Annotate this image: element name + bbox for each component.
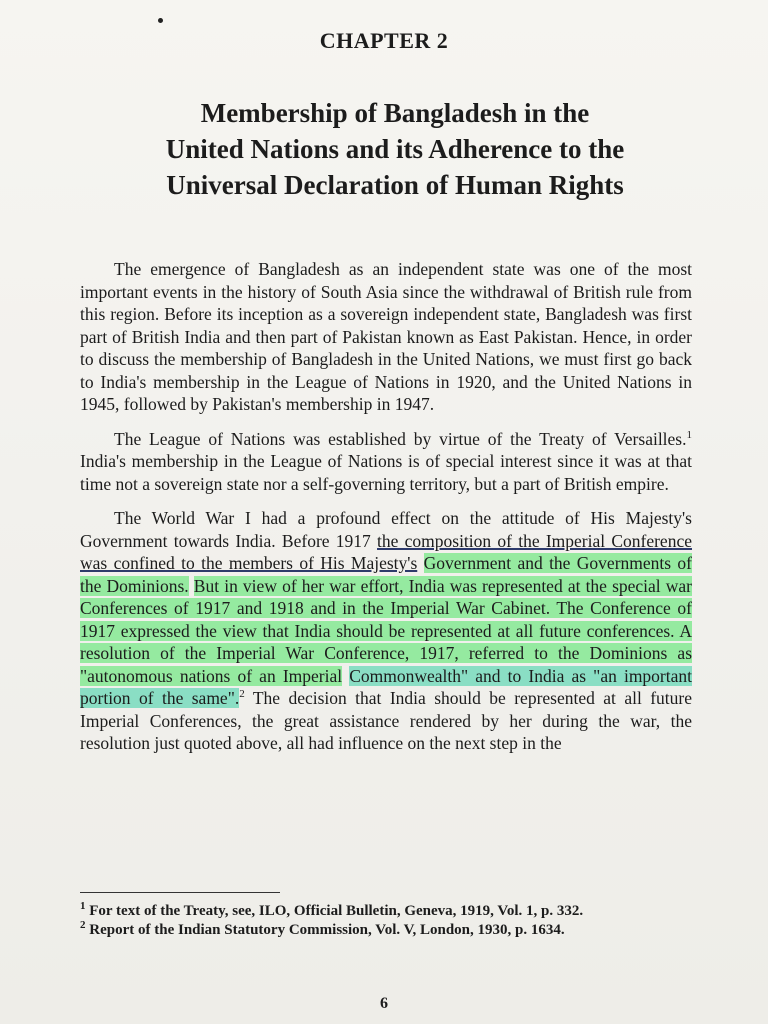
p3-text-1: The World War I had a profound effect on the attitude of His Majesty's Government towards India. Before 1917 xyxy=(80,508,692,551)
paragraph-3 xyxy=(80,507,692,755)
page-number: 6 xyxy=(380,995,388,1012)
chapter-heading: CHAPTER 2 xyxy=(319,28,449,53)
p3-space-1 xyxy=(417,553,423,573)
footnote-1 xyxy=(80,902,700,921)
paragraph-2-part-b: India's membership in the League of Nations is of special interest since it was at that time not a sovereign state nor a self-governing territory, but a part of British empire. xyxy=(80,451,692,494)
paragraph-1: The emergence of Bangladesh as an independent state was one of the most important events in the history of South Asia since the withdrawal of British rule from this region. Before its inception as a sovereign independent state, Bangladesh was first part of British India and then part of Pakistan known as East Pakistan. Hence, in order to discuss the membership of Bangladesh in the United Nations, we must first go back to India's membership in the League of Nations in 1920, and the United Nations in 1945, followed by Pakistan's membership in 1947. xyxy=(80,259,692,414)
footnote-text-2: Report of the Indian Statutory Commission, Vol. V, London, 1930, p. 1634. xyxy=(85,922,565,938)
footnote-rule xyxy=(80,892,280,893)
body-text xyxy=(80,258,692,767)
footnotes xyxy=(80,902,700,940)
footnote-mark-1: 1 xyxy=(80,900,86,912)
p3-highlight-1: Government and the Governments of the Dominions. xyxy=(80,553,693,596)
chapter-title xyxy=(100,95,690,203)
title-line-2: United Nations and its Adherence to the xyxy=(165,134,625,164)
footnote-ref-2: 2 xyxy=(239,688,245,701)
p3-text-end: The decision that India should be represented at all future Imperial Conferences, the great assistance rendered by her during the war, the resolution just quoted above, all had influence on the next step in the xyxy=(80,688,693,753)
paragraph-2-part-a: The League of Nations was established by virtue of the Treaty of Versailles. xyxy=(114,428,687,449)
footnote-text-1: For text of the Treaty, see, ILO, Official Bulletin, Geneva, 1919, Vol. 1, p. 332. xyxy=(85,903,584,919)
title-line-1: Membership of Bangladesh in the xyxy=(200,98,590,128)
footnote-mark-2: 2 xyxy=(80,919,86,931)
p3-highlight-3: Commonwealth" and to India as "an important portion of the same". xyxy=(80,665,693,708)
p3-highlight-2: But in view of her war effort, India was represented at the special war Conferences of 1917 and 1918 and in the Imperial War Cabinet. The Conference of 1917 expressed the view that India should be represented at all future conferences. A resolution of the Imperial War Conference, 1917, referred to the Dominions as "autonomous nations of an Imperial xyxy=(80,575,693,686)
footnote-2 xyxy=(80,921,700,940)
title-line-3: Universal Declaration of Human Rights xyxy=(166,170,624,200)
p3-underlined-text: the composition of the Imperial Conference was confined to the members of His Majesty's xyxy=(80,530,692,573)
footnote-ref-1: 1 xyxy=(686,428,692,441)
ink-dot xyxy=(158,18,163,23)
paragraph-2 xyxy=(80,428,692,496)
